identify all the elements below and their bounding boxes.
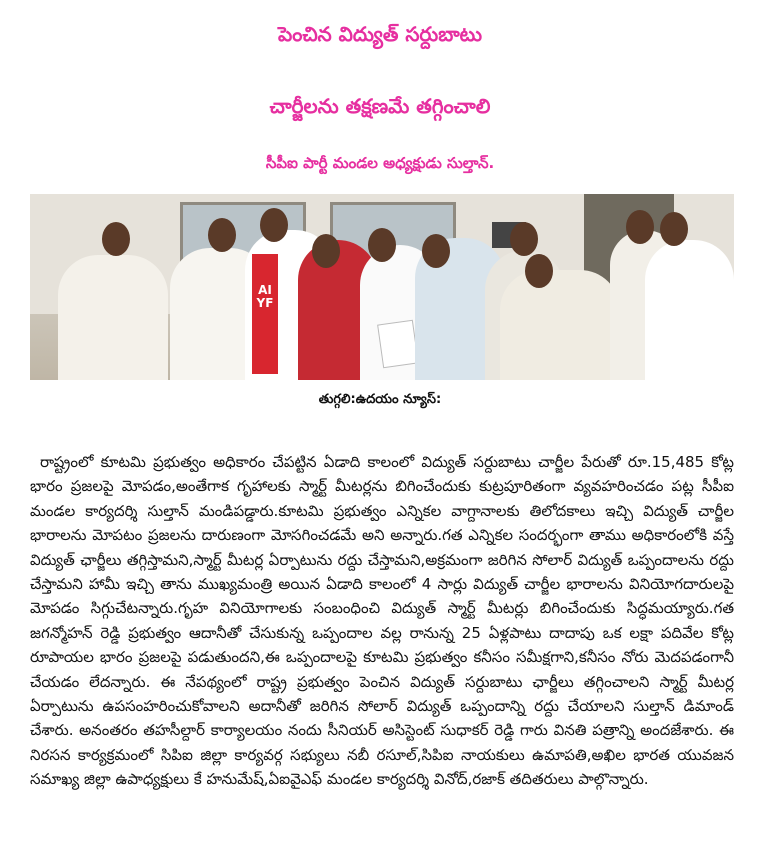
person-head [525, 254, 553, 288]
person-head [368, 228, 396, 262]
person [58, 255, 168, 380]
aiyf-banner-text: AIYF [256, 283, 274, 310]
person-head [660, 212, 688, 246]
headline-line-1: పెంచిన విద్యుత్ సర్దుబాటు [277, 22, 483, 46]
person-head [312, 234, 340, 268]
person-head [626, 210, 654, 244]
news-photo [30, 194, 734, 380]
dateline: తుగ్గలి:ఉదయం న్యూస్: [318, 392, 442, 407]
person-head [102, 222, 130, 256]
person-head [208, 218, 236, 252]
person [500, 270, 620, 380]
petition-paper [377, 320, 419, 369]
person-head [510, 222, 538, 256]
person [645, 240, 734, 380]
subheadline: సీపీఐ పార్టీ మండల అధ్యక్షుడు సుల్తాన్. [265, 154, 495, 172]
person-head [260, 208, 288, 242]
headline-line-2: చార్జీలను తక్షణమే తగ్గించాలి [269, 94, 491, 118]
person-head [422, 234, 450, 268]
article-body: రాష్ట్రంలో కూటమి ప్రభుత్వం అధికారం చేపట్టిన ఏడాది కాలంలో విద్యుత్ సర్దుబాటు చార్జీల పేరుతో రూ.15,485 కోట్ల భారం ప్రజలపై మోపడం,అంతేగాక గృహాలకు స్మార్ట్ మీటర్లను బిగించేందుకు కుట్రపూరితంగా వ్యవహరించడం పట్ల సీపీఐ మండల కార్యదర్శి సుల్తాన్ మండిపడ్డారు.కూటమి ప్రభుత్వం ఎన్నికల వాగ్దానాలకు తిలోదకాలు ఇచ్చి విద్యుత్ చార్జీల భారాలను మోపటం ప్రజలను దారుణంగా మోసగించడమే అని అన్నారు.గత ఎన్నికల సందర్భంగా తాము అధికారంలోకి వస్తే విద్యుత్ ఛార్జీలు తగ్గిస్తామని,స్మార్ట్ మీటర్ల ఏర్పాటును రద్దు చేస్తామని,అక్రమంగా జరిగిన సోలార్ విద్యుత్ ఒప్పందాలను రద్దు చేస్తామని హామీ ఇచ్చి తాను ముఖ్యమంత్రి అయిన ఏడాది కాలంలో 4 సార్లు విద్యుత్ చార్జీల భారాలను వినియోగదారులపై మోపడం సిగ్గుచేటన్నారు.గృహ వినియోగాలకు సంబంధించి విద్యుత్ స్మార్ట్ మీటర్లు బిగించేందుకు సిద్ధమయ్యారు.గత జగన్మోహన్ రెడ్డి ప్రభుత్వం ఆదానీతో చేసుకున్న ఒప్పందాల వల్ల రానున్న 25 ఏళ్లపాటు దాదాపు ఒక లక్షా పదివేల కోట్ల రూపాయల భారం ప్రజలపై పడుతుందని,ఈ ఒప్పందాలపై కూటమి ప్రభుత్వం కనీసం సమీక్షగాని,కనీసం నోరు మెదపడంగానీ చేయడం లేదన్నారు. ఈ నేపథ్యంలో రాష్ట్ర ప్రభుత్వం పెంచిన విద్యుత్ సర్దుబాటు ఛార్జీలు తగ్గించాలని స్మార్ట్ మీటర్ల ఏర్పాటును ఉపసంహరించుకోవాలని అదానీతో జరిగిన సోలార్ విద్యుత్ ఒప్పందాన్ని రద్దు చేయాలని సుల్తాన్ డిమాండ్ చేశారు. అనంతరం తహసీల్దార్ కార్యాలయం నందు సీనియర్ అసిస్టెంట్ సుధాకర్ రెడ్డి గారు వినతి పత్రాన్ని అందజేశారు. ఈ నిరసన కార్యక్రమంలో సిపిఐ జిల్లా కార్యవర్గ సభ్యులు నబీ రసూల్,సిపిఐ నాయకులు ఉమాపతి,అఖిల భారత యువజన సమాఖ్య జిల్లా ఉపాధ్యక్షులు కే హనుమేష్,ఏఐవైఎఫ్ మండల కార్యదర్శి వినోద్,రజాక్ తదితరులు పాల్గొన్నారు. [30, 453, 734, 789]
aiyf-sash [252, 254, 278, 374]
